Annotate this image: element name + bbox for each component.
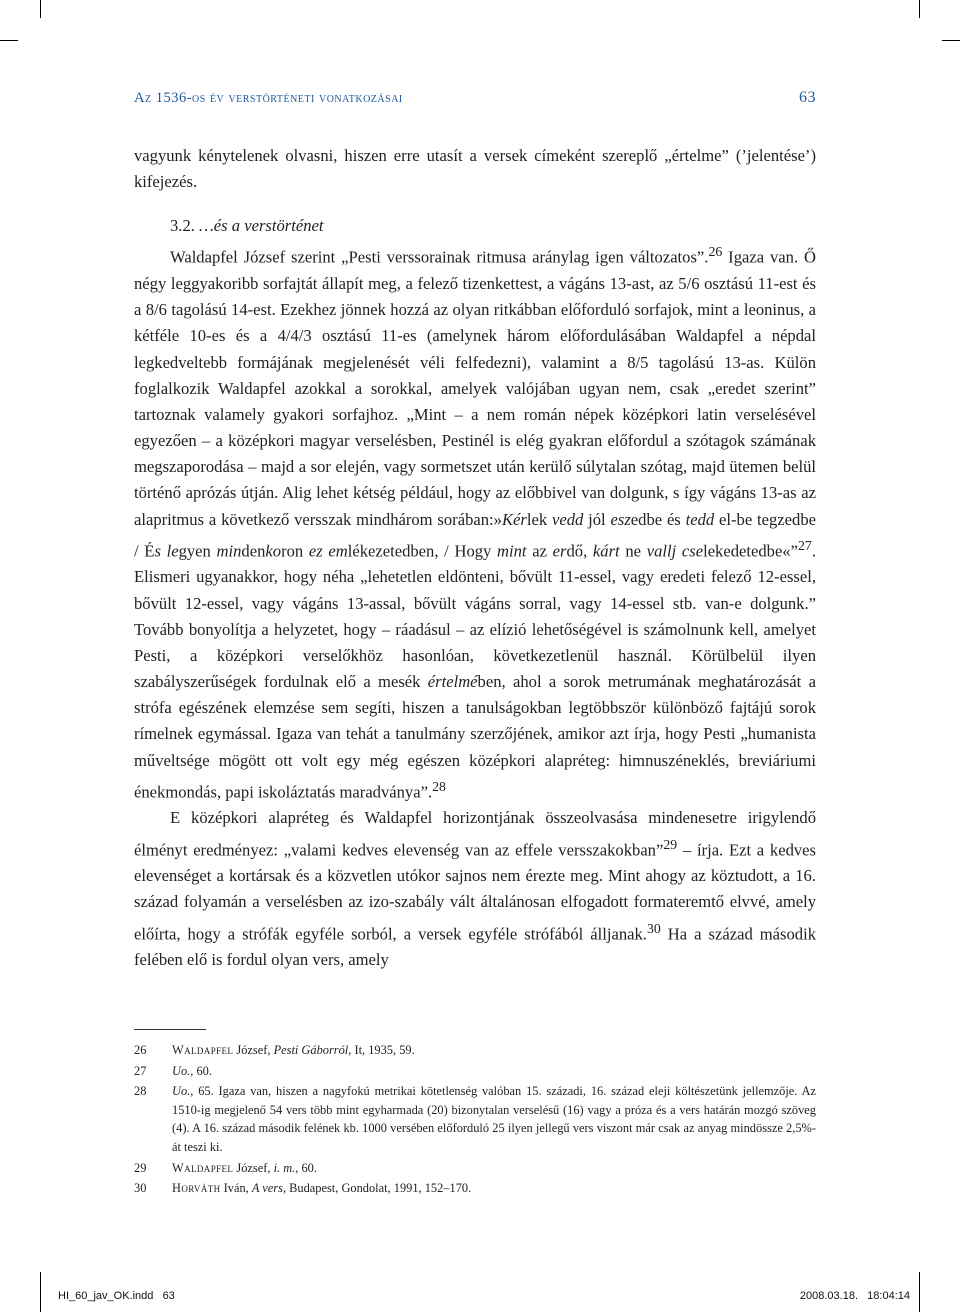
footnote-run: , 60.	[295, 1160, 317, 1175]
footnote-ref-26[interactable]: 26	[708, 244, 723, 260]
quote-run: Kér	[501, 509, 527, 529]
footnote-30	[134, 1179, 816, 1198]
footnote-number: 27	[134, 1063, 147, 1078]
quote-run: lekedetedbe«”	[703, 541, 798, 561]
footnotes	[134, 1041, 816, 1200]
footnote-29	[134, 1159, 816, 1178]
quote-run: lek	[526, 509, 552, 529]
quote-run: s	[154, 541, 161, 561]
footnote-text	[172, 1159, 816, 1178]
text-run: Waldapfel József szerint „Pesti verssorainak ritmusa aránylag igen változatos”.	[170, 248, 709, 267]
footnote-27	[134, 1062, 816, 1081]
quote-run: ne	[619, 541, 647, 561]
footnote-run: , 60.	[190, 1063, 212, 1078]
running-title: Az 1536-os év verstörténeti vonatkozásai	[134, 90, 403, 106]
footnote-title: A vers	[251, 1181, 283, 1196]
footnote-text	[172, 1082, 816, 1156]
footnote-number: 30	[134, 1181, 147, 1196]
quote-run: gyen	[178, 541, 217, 561]
footnote-run: József,	[233, 1160, 274, 1175]
text-run: – írja. Ezt a kedves elevenséget a kortársak és a közvetlen utókor sajnos nem érezte meg. Mint ahogy az köztudott, a 16. század folyamán a verselésben az izo-szabály vált általánosan elfogadott formateremtő elvvé, amely előírta, hogy a strófák egyféle sorból, a versek egyféle strófából álljanak.	[134, 840, 816, 944]
page-number: 63	[799, 89, 816, 106]
footnote-text	[172, 1041, 816, 1060]
quote-run: kárt	[592, 541, 620, 561]
paragraph-2	[134, 805, 816, 973]
footnote-title: Uo.	[172, 1084, 191, 1099]
paragraph-0: vagyunk kénytelenek olvasni, hiszen erre utasít a versek címeként szereplő „értelme” (’jelentése’) kifejezés.	[134, 146, 816, 192]
footnote-rule	[134, 1029, 206, 1030]
section-title: …és a verstörténet	[199, 216, 324, 236]
footnote-run: , It, 1935, 59.	[348, 1043, 415, 1057]
footnote-title: Uo.	[172, 1063, 191, 1078]
footnote-ref-29[interactable]: 29	[663, 836, 678, 852]
footnote-author: Waldapfel	[172, 1160, 234, 1175]
crop-mark-top-left-v	[40, 0, 41, 18]
footnote-ref-27[interactable]: 27	[797, 537, 812, 553]
footnote-number: 29	[134, 1160, 147, 1175]
crop-mark-top-right-h	[942, 40, 960, 41]
text-run: ben, ahol a sorok metrumának meghatározását a strófa egészének elemzése sem segíti, hiszen a tanulságokban legtöbbször különböző fajtájú sorok rímelnek egymással. Igaza van tehát a tanulmány szerzőjének, amikor azt írja, hogy Pesti „humanista műveltsége mögött ott volt egy még egészen középkori alapréteg: himnuszéneklés, breviáriumi énekmondás, papi iskoláztatás maradványa”.	[134, 672, 816, 802]
footnote-title: i. m.	[273, 1160, 296, 1175]
print-slug	[0, 1290, 960, 1306]
running-head	[134, 89, 816, 107]
footnote-ref-30[interactable]: 30	[646, 920, 661, 936]
footnote-text	[172, 1179, 816, 1198]
crop-mark-top-left-h	[0, 40, 18, 41]
footnote-text	[172, 1062, 816, 1081]
text-run: Ha a század második felében elő is fordul olyan vers, amely	[134, 924, 816, 970]
footnote-author: Waldapfel	[172, 1043, 234, 1057]
footnote-26	[134, 1041, 816, 1060]
quote-run: ron	[281, 541, 309, 561]
quote-run: vallj cse	[646, 541, 704, 561]
quote-run: tedd	[685, 509, 715, 529]
quote-run: den	[241, 541, 266, 561]
quote-run: le	[166, 541, 179, 561]
footnote-run: József,	[233, 1043, 274, 1057]
text-run: . Elismeri ugyanakkor, hogy néha „lehetetlen eldönteni, bővült 11-essel, vagy eredeti felező 12-essel, bővült 12-essel, vagy vágáns 13-assal, bővült vágáns sorral, vagy 14-essel stb. van-e dolgunk.” Tovább bonyolítja a helyzetet, hogy – ráadásul – az elízió lehetőségével is számolnunk kell, amelyet Pesti, a középkori verselőkhöz hasonlóan, következetlenül használ. Körülbelül ilyen szabályszerűségek fordulnak elő a mesék	[134, 541, 816, 692]
quote-run: ez em	[308, 541, 348, 561]
main-text	[134, 143, 816, 973]
footnote-author: Horváth	[172, 1181, 221, 1196]
footnote-28	[134, 1082, 816, 1156]
footnote-run: Iván,	[220, 1181, 252, 1196]
quote-run: lékezetedben, / Hogy	[347, 541, 498, 561]
quote-run: el-be tegzedbe / É	[134, 509, 816, 561]
quote-run: min	[216, 541, 242, 561]
section-heading	[134, 213, 816, 239]
text-run: értelmé	[427, 672, 478, 692]
slug-file: HI_60_jav_OK.indd 63	[58, 1290, 175, 1302]
paragraph-1	[134, 239, 816, 805]
slug-date: 2008.03.18. 18:04:14	[799, 1290, 910, 1302]
quote-run: er	[552, 541, 567, 561]
text-run: Igaza van. Ő négy leggyakoribb sorfajtát állapít meg, a felező tizenkettest, a vágáns 13-ast, az 5/6 osztású 11-est és a 8/6 tagolású 14-est. Ezekhez jönnek hozzá az olyan ritkábban előforduló sorfajok, mint a leoninus, a kétféle 10-es és a 4/4/3 osztású 11-es (amelynek három előfordulásában Waldapfel a népdal legkedveltebb formájának megjelenését véli felfedezni), valamint a 8/5 tagolású 13-as. Külön foglalkozik Waldapfel azokkal a sorokkal, amelyek valójában ugyan nem, csak „eredet szerint” tartoznak valamely gyakori sorfajhoz. „Mint – a nem román népek középkori latin verselésével egyezően – a középkori magyar verselésben, Pestinél is elég gyakran előfordul a szótagok számának megszaporodása – majd a sor elején, vagy sormetszet után kerülő súlytalan szótag, majd ütemen belül történő aprózás útján. Alig lehet kétség például, hogy az előbbivel van dolgunk, s így vágáns 13-as az alapritmus a következő versszak mindhárom sorában:»	[134, 248, 816, 529]
text-run: E középkori alapréteg és Waldapfel horizontjának összeolvasása mindenesetre irigylendő élményt eredményez: „valami kedves elevenség van az effele versszakokban”	[134, 808, 816, 860]
footnote-number: 26	[134, 1043, 147, 1057]
footnote-ref-28[interactable]: 28	[432, 778, 446, 794]
footnote-number: 28	[134, 1084, 147, 1099]
footnote-title: Pesti Gáborról	[273, 1043, 349, 1057]
footnote-run: , Budapest, Gondolat, 1991, 152–170.	[282, 1181, 472, 1196]
quote-run: mint	[497, 541, 527, 561]
quote-run: dő,	[566, 541, 593, 561]
quote-run: ko	[265, 541, 282, 561]
quote-run: az	[526, 541, 553, 561]
quote-run: esz	[610, 509, 631, 529]
footnote-run: , 65. Igaza van, hiszen a nagyfokú metrikai kötetlenség valóban 15. századi, 16. század eleji költészetünk jellemzője. Az 1510-ig megjelenő 54 vers több mint egyharmada (20) bizonytalan verselésű (16) vagy a próza és a vers határán mozgó szöveg (4). A 16. század második felének kb. 1000 versében előforduló 25 ilyen jellegű vers viszont már csak az anyag mindössze 2,5%-át teszi ki.	[172, 1084, 816, 1154]
section-number: 3.2.	[170, 216, 195, 236]
crop-mark-top-right-v	[919, 0, 920, 18]
quote-run: vedd	[551, 509, 584, 529]
quote-run: edbe és	[630, 509, 686, 529]
quote-run: jól	[583, 509, 611, 529]
